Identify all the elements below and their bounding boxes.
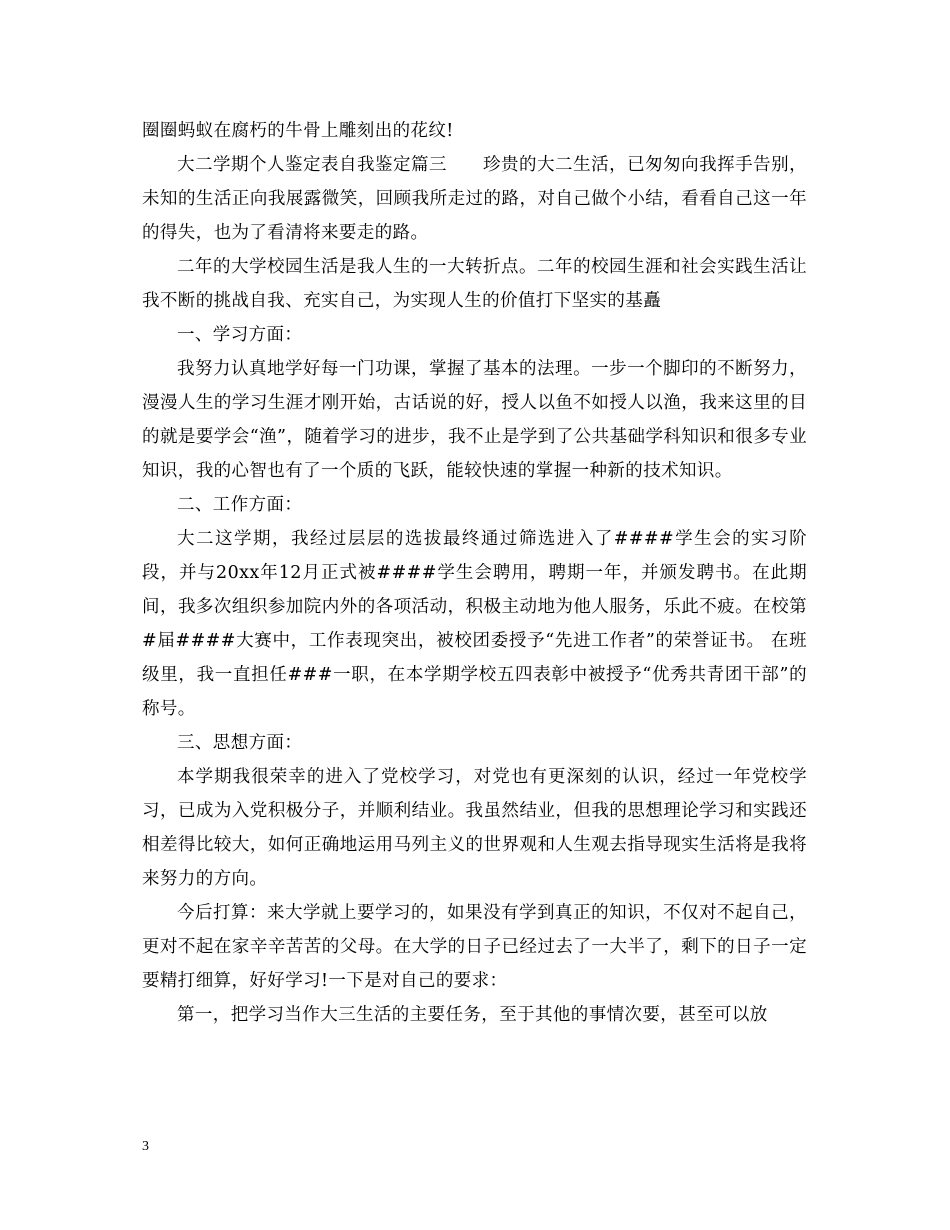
paragraph: 今后打算：来大学就上要学习的，如果没有学到真正的知识，不仅对不起自己，更对不起在家辛辛苦苦的父母。在大学的日子已经过去了一大半了，剩下的日子一定要精打细算，好好学习!一下是对自己的要求： (142, 903, 807, 991)
paragraph: 大二学期个人鉴定表自我鉴定篇三 珍贵的大二生活，已匆匆向我挥手告别，未知的生活正向我展露微笑，回顾我所走过的路，对自己做个小结，看看自己这一年的得失，也为了看清将来要走的路。 (142, 155, 807, 243)
paragraph: 第一，把学习当作大三生活的主要任务，至于其他的事情次要，甚至可以放 (177, 1005, 768, 1025)
section-heading-work: 二、工作方面： (177, 495, 303, 515)
paragraph: 我努力认真地学好每一门功课，掌握了基本的法理。一步一个脚印的不断努力，漫漫人生的学习生涯才刚开始，古话说的好，授人以鱼不如授人以渔，我来这里的目的就是要学会“渔”，随着学习的进步，我不止是学到了公共基础学科知识和很多专业知识，我的心智也有了一个质的飞跃，能较快速的掌握一种新的技术知识。 (142, 359, 807, 481)
page-number: 3 (142, 1139, 149, 1154)
paragraph: 大二这学期，我经过层层的选拔最终通过筛选进入了####学生会的实习阶段，并与20xx年12月正式被####学生会聘用，聘期一年，并颁发聘书。在此期间，我多次组织参加院内外的各项活动，积极主动地为他人服务，乐此不疲。在校第#届####大赛中，工作表现突出，被校团委授予“先进工作者”的荣誉证书。 在班级里，我一直担任###一职，在本学期学校五四表彰中被授予“优秀共青团干部”的称号。 (142, 529, 807, 719)
paragraph: 圈圈蚂蚁在腐朽的牛骨上雕刻出的花纹! (142, 121, 454, 141)
section-heading-thought: 三、思想方面： (177, 733, 303, 753)
document-body (142, 114, 807, 1032)
paragraph: 本学期我很荣幸的进入了党校学习，对党也有更深刻的认识，经过一年党校学习，已成为入党积极分子，并顺利结业。我虽然结业，但我的思想理论学习和实践还相差得比较大，如何正确地运用马列主义的世界观和人生观去指导现实生活将是我将来努力的方向。 (142, 767, 807, 889)
paragraph: 二年的大学校园生活是我人生的一大转折点。二年的校园生涯和社会实践生活让我不断的挑战自我、充实自己，为实现人生的价值打下坚实的基矗 (142, 257, 807, 311)
section-heading-study: 一、学习方面： (177, 325, 303, 345)
